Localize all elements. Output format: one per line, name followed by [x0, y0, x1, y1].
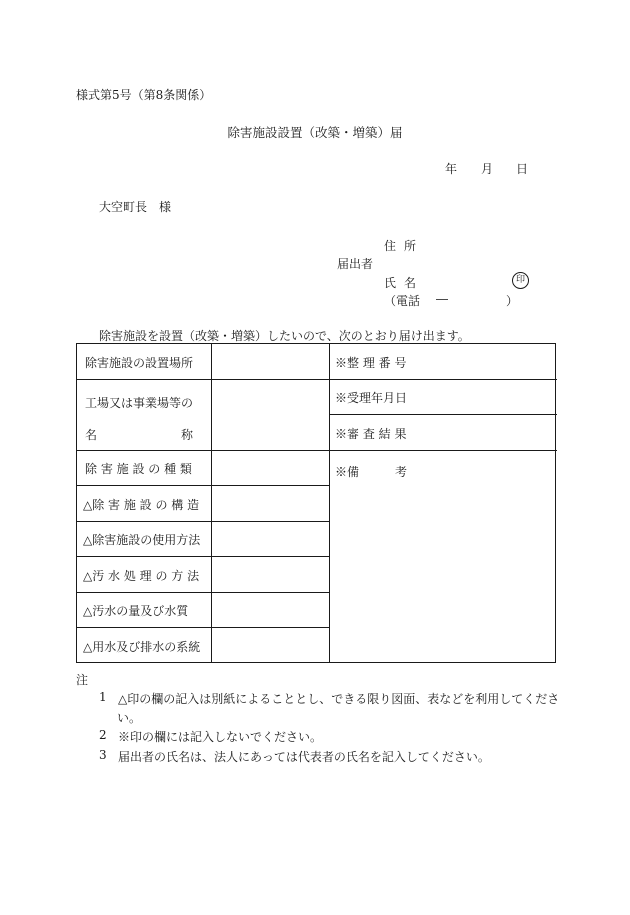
phone-dash: ― [436, 292, 448, 306]
row-label-treatment: △汚 水 処 理 の 方 法 [83, 569, 200, 583]
table-rule [77, 627, 329, 628]
addressee: 大空町長 様 [99, 200, 172, 214]
row-label-facility-name-2: 名 称 [85, 428, 194, 442]
applicant-label: 届出者 [337, 257, 374, 271]
row-label-location: 除害施設の設置場所 [85, 356, 194, 370]
row-label-remarks: ※備 考 [335, 465, 408, 479]
note-number: 1 [99, 690, 107, 704]
note-number: 2 [99, 728, 107, 742]
row-label-facility-name: 工場又は事業場等の [85, 396, 194, 410]
date-line [0, 160, 630, 174]
row-label-reference-number: ※整 理 番 号 [335, 356, 407, 370]
table-divider [211, 344, 212, 662]
table-rule [77, 592, 329, 593]
table-rule [329, 379, 557, 380]
phone-open: （電話 [384, 294, 421, 308]
row-label-water-system: △用水及び排水の系統 [83, 640, 201, 654]
intro-text: 除害施設を設置（改築・増築）したいので、次のとおり届け出ます。 [99, 329, 470, 343]
note-number: 3 [99, 748, 107, 762]
row-label-structure: △除 害 施 設 の 構 造 [83, 498, 200, 512]
note-text-continued: い。 [117, 711, 142, 725]
row-label-receipt-date: ※受理年月日 [335, 391, 408, 405]
date-day: 日 [516, 162, 529, 176]
address-label: 住所 [384, 239, 425, 253]
table-divider [329, 344, 330, 662]
table-rule [77, 521, 329, 522]
note-text: △印の欄の記入は別紙によることとし、できる限り図面、表などを利用してくださ [118, 692, 560, 706]
form-number: 様式第5号（第8条関係） [76, 88, 212, 102]
notes-heading: 注 [76, 673, 89, 687]
note-text: 届出者の氏名は、法人にあっては代表者の氏名を記入してください。 [118, 750, 490, 764]
table-rule [77, 556, 329, 557]
row-label-type: 除 害 施 設 の 種 類 [85, 462, 192, 476]
table-rule [77, 485, 329, 486]
row-label-usage: △除害施設の使用方法 [83, 533, 201, 547]
phone-line [384, 292, 524, 306]
phone-close: ） [506, 294, 519, 308]
form-table [76, 343, 556, 663]
name-label: 氏名 [384, 276, 425, 290]
table-rule [77, 450, 329, 451]
table-rule [77, 379, 329, 380]
document-title: 除害施設設置（改築・増築）届 [227, 125, 403, 140]
table-rule [329, 414, 557, 415]
note-text: ※印の欄には記入しないでください。 [118, 730, 323, 744]
row-label-review-result: ※審 査 結 果 [335, 427, 407, 441]
row-label-water-quality: △汚水の量及び水質 [83, 604, 189, 618]
date-month: 月 [481, 162, 494, 176]
seal-mark: 印 [512, 272, 529, 289]
date-year: 年 [445, 162, 458, 176]
table-rule [329, 450, 557, 451]
